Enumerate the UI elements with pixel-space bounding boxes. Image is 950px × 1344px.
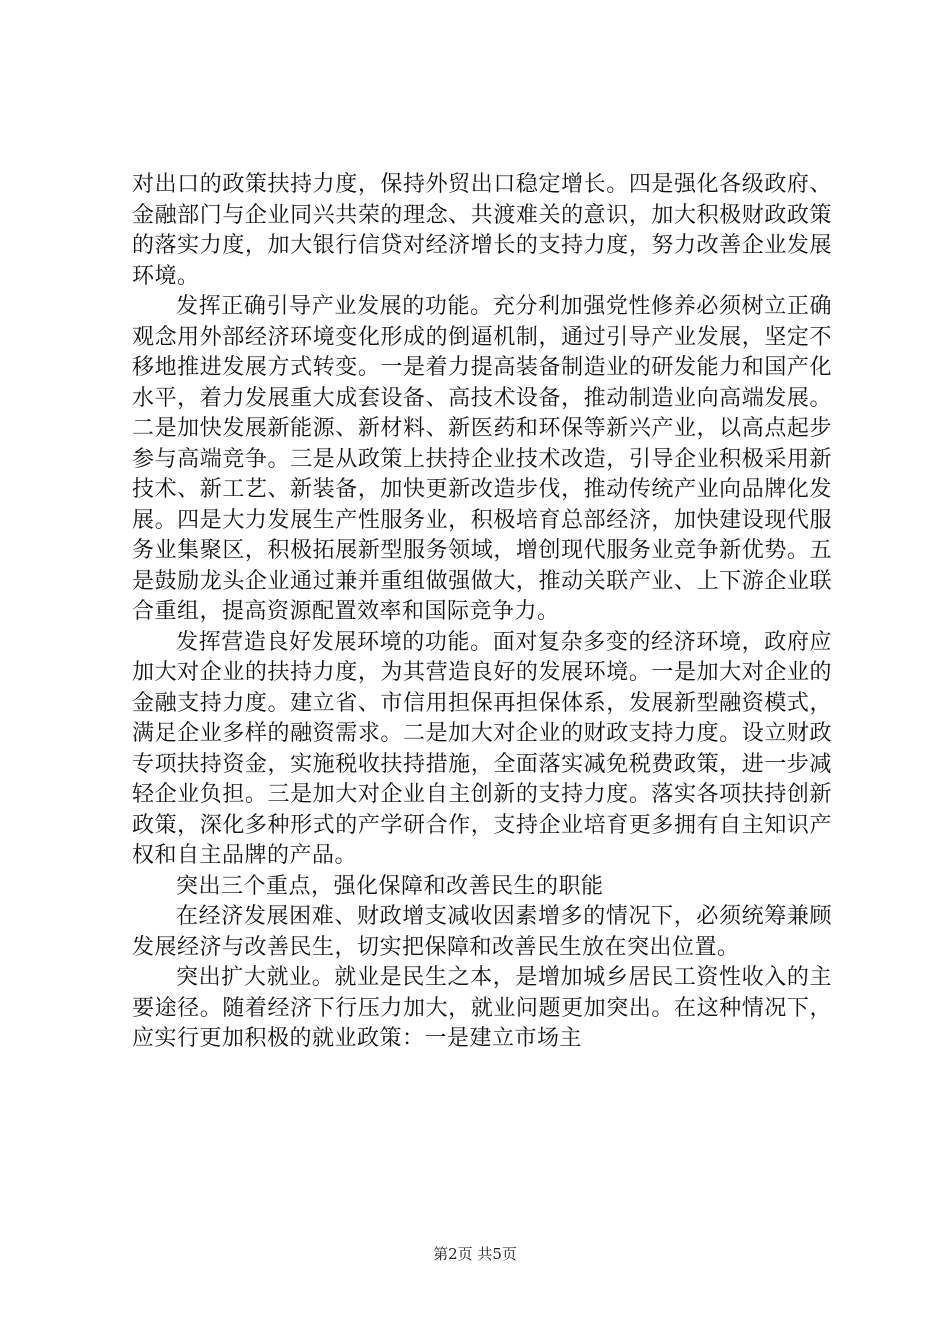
page-footer: 第2页 共5页: [433, 1245, 517, 1263]
paragraph-industry-guidance: 发挥正确引导产业发展的功能。充分利加强党性修养必须树立正确观念用外部经济环境变化形成的倒逼机制，通过引导产业发展，坚定不移地推进发展方式转变。一是着力提高装备制造业的研发能力和国产化水平，着力发展重大成套设备、高技术设备，推动制造业向高端发展。二是加快发展新能源、新材料、新医药和环保等新兴产业，以高点起步参与高端竞争。三是从政策上扶持企业技术改造，引导企业积极采用新技术、新工艺、新装备，加快更新改造步伐，推动传统产业向品牌化发展。四是大力发展生产性服务业，积极培育总部经济，加快建设现代服务业集聚区，积极拓展新型服务领域，增创现代服务业竞争新优势。五是鼓励龙头企业通过兼并重组做强做大，推动关联产业、上下游企业联合重组，提高资源配置效率和国际竞争力。: [132, 294, 832, 624]
section-heading-livelihood: 突出三个重点，强化保障和改善民生的职能: [176, 873, 604, 899]
paragraph-continuation: 对出口的政策扶持力度，保持外贸出口稳定增长。四是强化各级政府、金融部门与企业同兴共荣的理念、共渡难关的意识，加大积极财政政策的落实力度，加大银行信贷对经济增长的支持力度，努力改善企业发展环境。: [132, 172, 832, 289]
body-text: [132, 170, 832, 1055]
paragraph-employment: 突出扩大就业。就业是民生之本，是增加城乡居民工资性收入的主要途径。随着经济下行压力加大，就业问题更加突出。在这种情况下，应实行更加积极的就业政策：一是建立市场主: [132, 965, 832, 1051]
paragraph-business-environment: 发挥营造良好发展环境的功能。面对复杂多变的经济环境，政府应加大对企业的扶持力度，为其营造良好的发展环境。一是加大对企业的金融支持力度。建立省、市信用担保再担保体系，发展新型融资模式，满足企业多样的融资需求。二是加大对企业的财政支持力度。设立财政专项扶持资金，实施税收扶持措施，全面落实减免税费政策，进一步减轻企业负担。三是加大对企业自主创新的支持力度。落实各项扶持创新政策，深化多种形式的产学研合作，支持企业培育更多拥有自主知识产权和自主品牌的产品。: [132, 629, 832, 868]
paragraph-livelihood-intro: 在经济发展困难、财政增支减收因素增多的情况下，必须统筹兼顾发展经济与改善民生，切实把保障和改善民生放在突出位置。: [132, 904, 832, 960]
